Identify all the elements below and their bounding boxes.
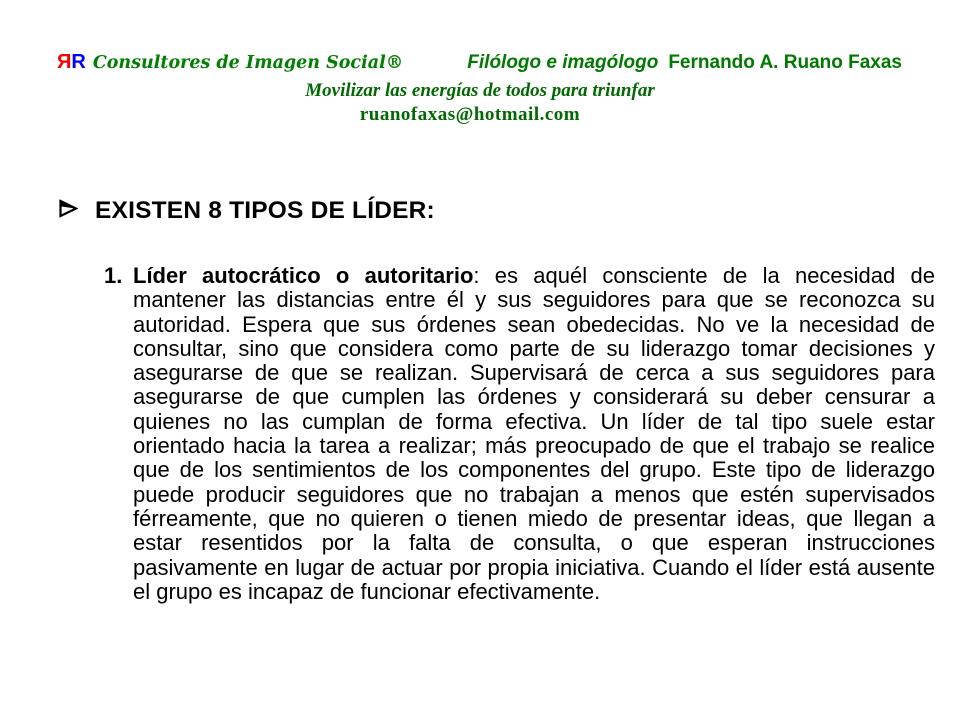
list-term: Líder autocrático o autoritario: [133, 263, 474, 288]
profession-title: Filólogo e imagólogo: [467, 52, 659, 73]
author-name: Fernando A. Ruano Faxas: [668, 52, 902, 73]
slide-header: [57, 51, 902, 74]
list-number: 1.: [104, 263, 123, 288]
section-heading: [59, 197, 435, 225]
list-item: [104, 264, 935, 604]
motto-text: Movilizar las energías de todos para triunfar: [305, 80, 655, 101]
email-address: ruanofaxas@hotmail.com: [359, 104, 581, 125]
arrow-bullet-icon: [59, 199, 78, 223]
brand-name: Consultores de Imagen Social®: [92, 53, 404, 73]
brand-line: [57, 51, 403, 74]
list-body-text: [133, 264, 935, 604]
logo-letter-r: R: [71, 51, 86, 73]
heading-text: EXISTEN 8 TIPOS DE LÍDER:: [95, 197, 435, 224]
list-text: : es aquél consciente de la necesidad de mantener las distancias entre él y sus seguidores para que se reconozca su autoridad. Espera que sus órdenes sean obedecidas. No ve la necesidad de consultar, sino que considera como parte de su liderazgo tomar decisiones y asegurarse de que se realizan. Supervisará de cerca a sus seguidores para asegurarse de que cumplen las órdenes y considerará su deber censurar a quienes no las cumplan de forma efectiva. Un líder de tal tipo suele estar orientado hacia la tarea a realizar; más preocupado de que el trabajo se realice que de los sentimientos de los componentes del grupo. Este tipo de liderazgo puede producir seguidores que no trabajan a menos que estén supervisados férreamente, que no quieren o tienen miedo de presentar ideas, que llegan a estar resentidos por la falta de consulta, o que esperan instrucciones pasivamente en lugar de actuar por propia iniciativa. Cuando el líder está ausente el grupo es incapaz de funcionar efectivamente.: [133, 263, 935, 604]
logo-letter-ya: Я: [57, 51, 72, 73]
author-line: [467, 52, 902, 74]
